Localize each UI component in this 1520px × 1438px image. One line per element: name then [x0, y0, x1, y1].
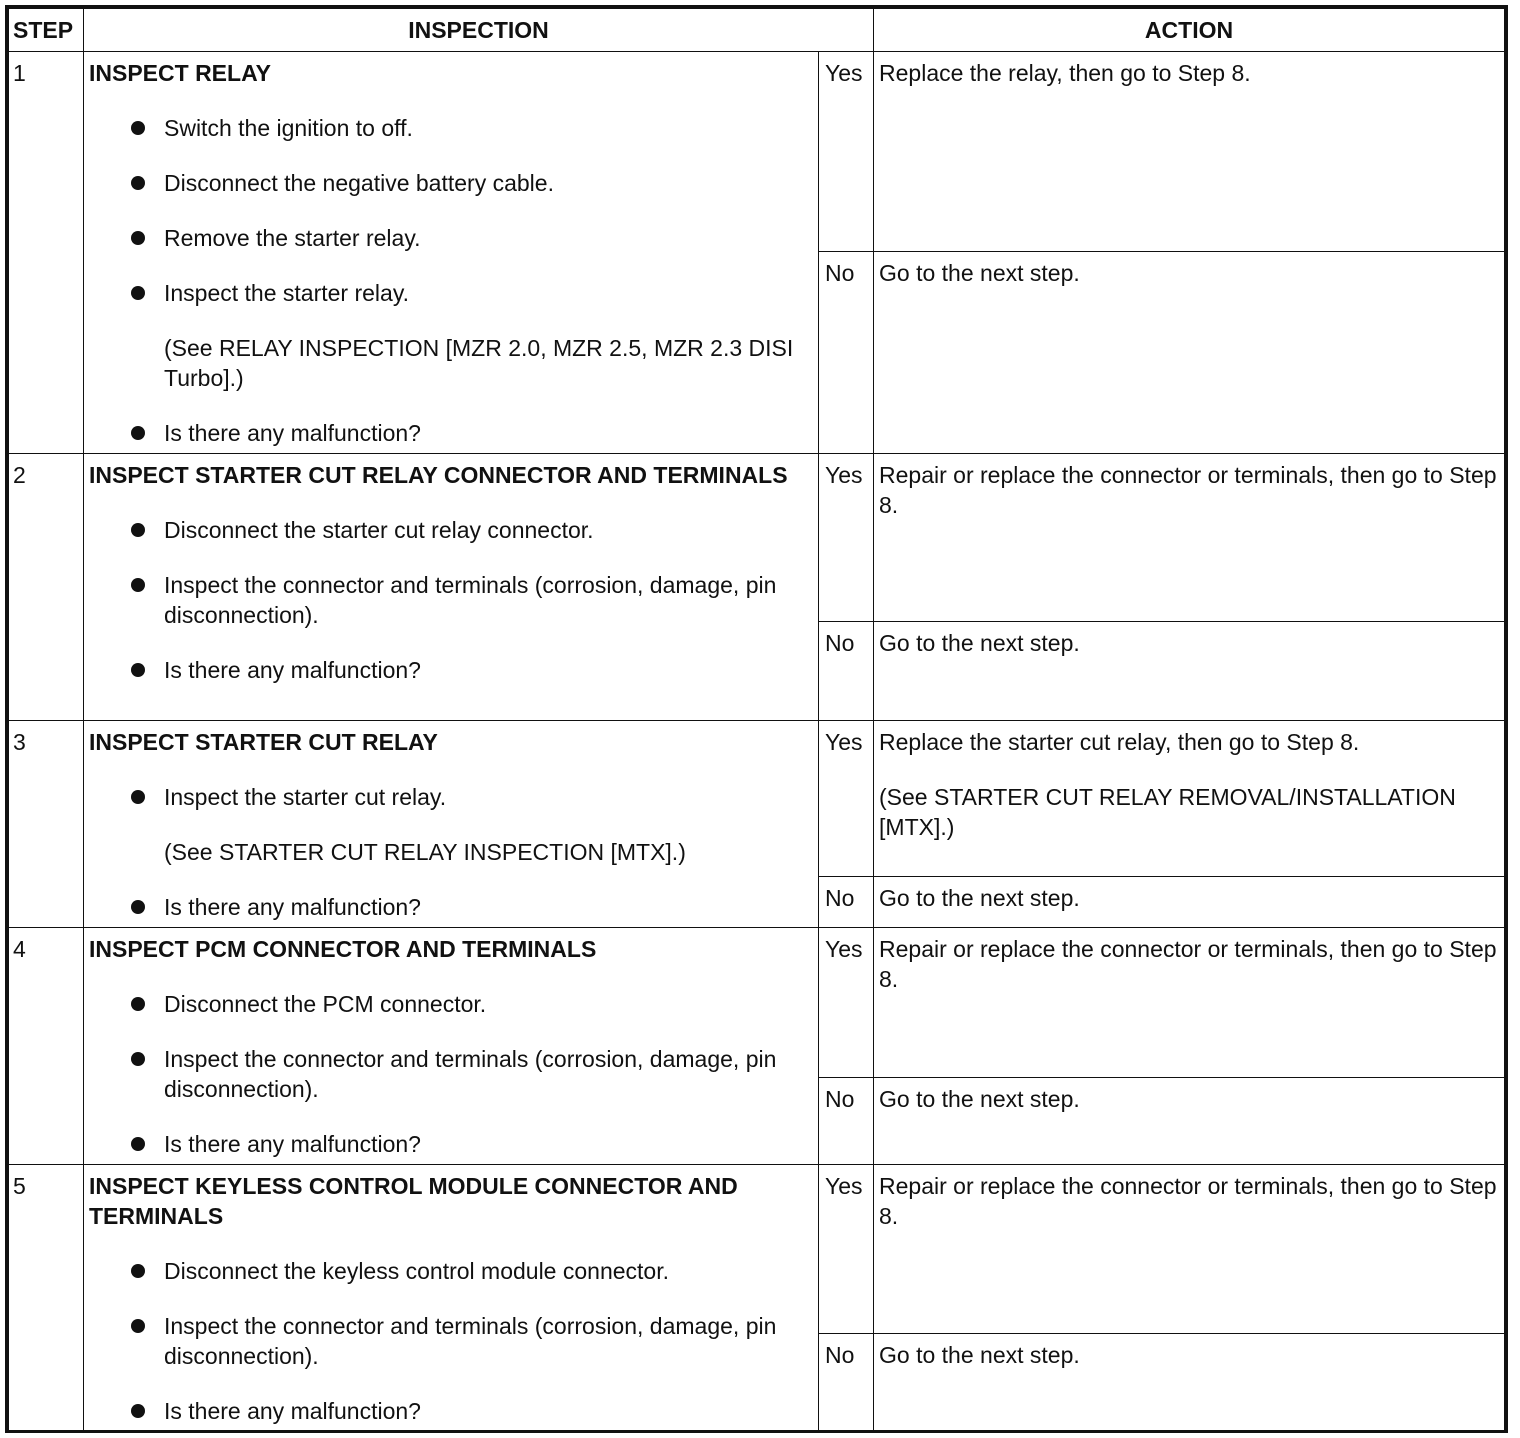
no-label: No	[819, 1078, 874, 1165]
action-text: Go to the next step.	[879, 885, 1080, 911]
list-item	[89, 515, 813, 545]
list-item	[89, 655, 813, 685]
bullet-icon	[131, 900, 145, 914]
inspection-cell	[84, 1165, 819, 1432]
reference-note: (See STARTER CUT RELAY INSPECTION [MTX].)	[164, 839, 686, 865]
action-text: Go to the next step.	[879, 630, 1080, 656]
yes-label: Yes	[819, 52, 874, 252]
bullet-icon	[131, 1052, 145, 1066]
bullet-icon	[131, 790, 145, 804]
bullet-text: Inspect the starter cut relay.	[164, 784, 447, 810]
list-item	[89, 113, 813, 143]
bullet-icon	[131, 286, 145, 300]
table-row	[9, 928, 1505, 1078]
list-item	[89, 989, 813, 1019]
bullet-icon	[131, 1137, 145, 1151]
table-row	[9, 454, 1505, 622]
list-item	[89, 782, 813, 867]
list-item	[89, 1256, 813, 1286]
list-item	[89, 1044, 813, 1104]
bullet-text: Inspect the connector and terminals (corrosion, damage, pin disconnection).	[164, 1046, 777, 1102]
list-item	[89, 570, 813, 630]
yes-label: Yes	[819, 721, 874, 877]
inspection-bullets	[89, 515, 813, 685]
list-item	[89, 223, 813, 253]
bullet-text: Inspect the connector and terminals (corrosion, damage, pin disconnection).	[164, 572, 777, 628]
bullet-icon	[131, 1319, 145, 1333]
step-number: 4	[9, 928, 84, 1165]
step-number: 1	[9, 52, 84, 454]
inspection-cell	[84, 721, 819, 928]
inspection-table	[8, 8, 1505, 1432]
bullet-text: Disconnect the negative battery cable.	[164, 170, 554, 196]
list-item	[89, 418, 813, 448]
inspection-table-frame	[5, 5, 1508, 1433]
list-item	[89, 1129, 813, 1159]
table-row	[9, 52, 1505, 252]
no-action	[874, 877, 1505, 928]
action-text: Repair or replace the connector or terminals, then go to Step 8.	[879, 462, 1497, 518]
no-action	[874, 1078, 1505, 1165]
bullet-icon	[131, 231, 145, 245]
action-text: Replace the relay, then go to Step 8.	[879, 60, 1251, 86]
bullet-text: Is there any malfunction?	[164, 1398, 421, 1424]
inspection-bullets	[89, 1256, 813, 1426]
yes-label: Yes	[819, 454, 874, 622]
inspection-bullets	[89, 782, 813, 922]
action-text: Go to the next step.	[879, 1086, 1080, 1112]
action-text: Repair or replace the connector or terminals, then go to Step 8.	[879, 936, 1497, 992]
no-action	[874, 622, 1505, 721]
action-text: Go to the next step.	[879, 1342, 1080, 1369]
bullet-icon	[131, 1404, 145, 1418]
bullet-icon	[131, 121, 145, 135]
action-text: Repair or replace the connector or terminals, then go to Step 8.	[879, 1173, 1497, 1229]
no-action	[874, 252, 1505, 454]
bullet-icon	[131, 523, 145, 537]
bullet-text: Switch the ignition to off.	[164, 115, 413, 141]
inspection-title: INSPECT STARTER CUT RELAY CONNECTOR AND TERMINALS	[89, 462, 788, 488]
list-item	[89, 892, 813, 922]
bullet-icon	[131, 663, 145, 677]
action-text: Go to the next step.	[879, 260, 1080, 287]
bullet-text: Remove the starter relay.	[164, 225, 421, 251]
inspection-title: INSPECT RELAY	[89, 60, 271, 86]
list-item	[89, 278, 813, 393]
bullet-text: Is there any malfunction?	[164, 657, 421, 683]
table-header-row	[9, 9, 1505, 52]
inspection-bullets	[89, 113, 813, 448]
bullet-text: Is there any malfunction?	[164, 894, 421, 920]
bullet-text: Disconnect the keyless control module connector.	[164, 1258, 669, 1284]
inspection-bullets	[89, 989, 813, 1159]
action-text: (See STARTER CUT RELAY REMOVAL/INSTALLATION [MTX].)	[879, 784, 1456, 840]
table-row	[9, 1165, 1505, 1334]
inspection-title: INSPECT PCM CONNECTOR AND TERMINALS	[89, 936, 597, 962]
step-number: 5	[9, 1165, 84, 1432]
list-item	[89, 1311, 813, 1371]
yes-action	[874, 721, 1505, 877]
inspection-column-header: INSPECTION	[84, 9, 874, 52]
list-item	[89, 1396, 813, 1426]
yes-action	[874, 1165, 1505, 1334]
no-label: No	[819, 877, 874, 928]
yes-label: Yes	[819, 1165, 874, 1334]
no-label: No	[819, 1334, 874, 1432]
no-label: No	[819, 622, 874, 721]
bullet-text: Inspect the starter relay.	[164, 280, 410, 306]
steps-body	[9, 52, 1505, 1432]
bullet-icon	[131, 578, 145, 592]
step-number: 2	[9, 454, 84, 721]
inspection-cell	[84, 52, 819, 454]
yes-action	[874, 52, 1505, 252]
yes-action	[874, 928, 1505, 1078]
bullet-text: Is there any malfunction?	[164, 420, 421, 446]
bullet-text: Disconnect the starter cut relay connector.	[164, 517, 594, 543]
step-column-header: STEP	[9, 9, 84, 52]
reference-note: (See RELAY INSPECTION [MZR 2.0, MZR 2.5, MZR 2.3 DISI Turbo].)	[164, 335, 794, 391]
inspection-title: INSPECT STARTER CUT RELAY	[89, 729, 438, 755]
bullet-icon	[131, 176, 145, 190]
inspection-title: INSPECT KEYLESS CONTROL MODULE CONNECTOR AND TERMINALS	[89, 1173, 738, 1229]
table-row	[9, 721, 1505, 877]
yes-label: Yes	[819, 928, 874, 1078]
no-label: No	[819, 252, 874, 454]
action-text: Replace the starter cut relay, then go to Step 8.	[879, 729, 1360, 755]
bullet-text: Disconnect the PCM connector.	[164, 991, 487, 1017]
step-number: 3	[9, 721, 84, 928]
bullet-icon	[131, 997, 145, 1011]
no-action	[874, 1334, 1505, 1432]
inspection-cell	[84, 454, 819, 721]
inspection-cell	[84, 928, 819, 1165]
action-column-header: ACTION	[874, 9, 1505, 52]
bullet-text: Inspect the connector and terminals (corrosion, damage, pin disconnection).	[164, 1313, 777, 1369]
bullet-text: Is there any malfunction?	[164, 1131, 421, 1157]
bullet-icon	[131, 426, 145, 440]
yes-action	[874, 454, 1505, 622]
bullet-icon	[131, 1264, 145, 1278]
list-item	[89, 168, 813, 198]
